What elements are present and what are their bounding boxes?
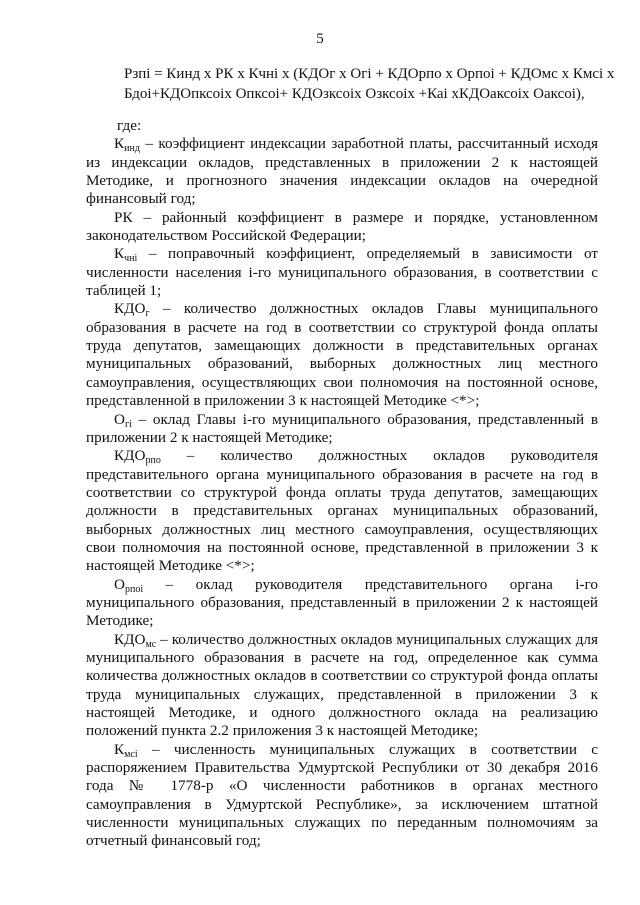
definition-text: – количество должностных окладов муниципальных служащих для муниципального образования в расчете на год, определенное как сумма количества должностных окладов в соответствии со структурой фонда оплаты труда муниципальных служащих, представленной в приложении 3 к настоящей Методике, и одного должностного оклада на реализацию положений пункта 2.2 приложения 3 к настоящей Методике;	[86, 630, 598, 740]
definition-paragraph	[86, 447, 598, 575]
definition-subscript: рпоi	[124, 583, 144, 595]
definition-symbol: К	[114, 740, 125, 758]
definition-text: – поправочный коэффициент, определяемый в зависимости от численности населения i-го муниципального образования, в соответствии с таблицей 1;	[86, 245, 598, 300]
definition-symbol: КДО	[114, 630, 146, 648]
definition-subscript: г	[145, 308, 150, 320]
definition-text: – количество должностных окладов Главы муниципального образования в расчете на год в соответствии со структурой фонда оплаты труда депутатов, замещающих должности в представительных органах муниципальных образований, выборных должностных лиц местного самоуправления, осуществляющих свои полномочия на постоянной основе, представленной в приложении 3 к настоящей Методике <*>;	[86, 300, 598, 410]
definition-paragraph	[86, 209, 598, 246]
definition-symbol: О	[114, 575, 125, 593]
definition-symbol: КДО	[114, 447, 146, 465]
definition-subscript: рпо	[145, 455, 161, 467]
definition-paragraph	[86, 631, 598, 741]
page-number: 5	[316, 31, 324, 47]
definition-paragraph	[86, 300, 598, 410]
definition-subscript: инд	[124, 143, 140, 155]
definition-paragraph	[86, 245, 598, 300]
definitions-section	[86, 117, 598, 851]
definition-text: – оклад руководителя представительного органа i-го муниципального образования, представленный в приложении 2 к настоящей Методике;	[86, 575, 598, 630]
definition-text: – оклад Главы i-го муниципального образования, представленный в приложении 2 к настоящей Методике;	[86, 410, 598, 446]
definition-symbol: КДО	[114, 300, 146, 318]
definition-paragraph	[86, 741, 598, 851]
formula-line-1: Рзпi = Кинд х РК х Кчнi х (КДОг х Огi + КДОрпо х Орпоi + КДОмс х Кмсi х	[124, 66, 615, 82]
definition-subscript: гi	[124, 418, 132, 430]
definition-text: – количество должностных окладов руководителя представительного органа муниципального образования в расчете на год в соответствии со структурой фонда оплаты труда депутатов, замещающих должности в представительных органах муниципальных образований, выборных должностных лиц местного самоуправления, осуществляющих свои полномочия на постоянной основе, представленной в приложении 3 к настоящей Методике <*>;	[86, 447, 598, 575]
definition-subscript: чнi	[124, 253, 138, 265]
definition-paragraph	[86, 576, 598, 631]
where-label: где:	[117, 117, 142, 134]
definitions-list	[86, 135, 598, 850]
formula	[124, 64, 615, 104]
definition-text: – районный коэффициент в размере и порядке, установленном законодательством Российской Федерации;	[86, 208, 598, 245]
definition-subscript: мс	[145, 638, 157, 650]
formula-line-2: Бдоi+КДОпксоiх Опксоi+ КДОзксоiх Озксоiх +Каi хКДОаксоiх Оаксоi),	[124, 86, 585, 102]
definition-symbol: О	[114, 410, 125, 428]
definition-text: – численность муниципальных служащих в соответствии с распоряжением Правительства Удмуртской Республики от 30 декабря 2016 года № 1778-р «О численности работников в органах местного самоуправления в Удмуртской Республике», за исключением штатной численности муниципальных служащих по переданным полномочиям за отчетный финансовый год;	[86, 740, 598, 850]
definition-text: – коэффициент индексации заработной платы, рассчитанный исходя из индексации окладов, представленных в приложении 2 к настоящей Методике, и прогнозного значения индексации окладов на очередной финансовый год;	[86, 135, 598, 208]
definition-subscript: мсi	[124, 748, 138, 760]
definition-symbol: К	[114, 245, 125, 263]
definition-symbol: РК	[114, 208, 133, 226]
definition-symbol: К	[114, 135, 125, 153]
definition-paragraph	[86, 135, 598, 208]
definition-paragraph	[86, 411, 598, 448]
